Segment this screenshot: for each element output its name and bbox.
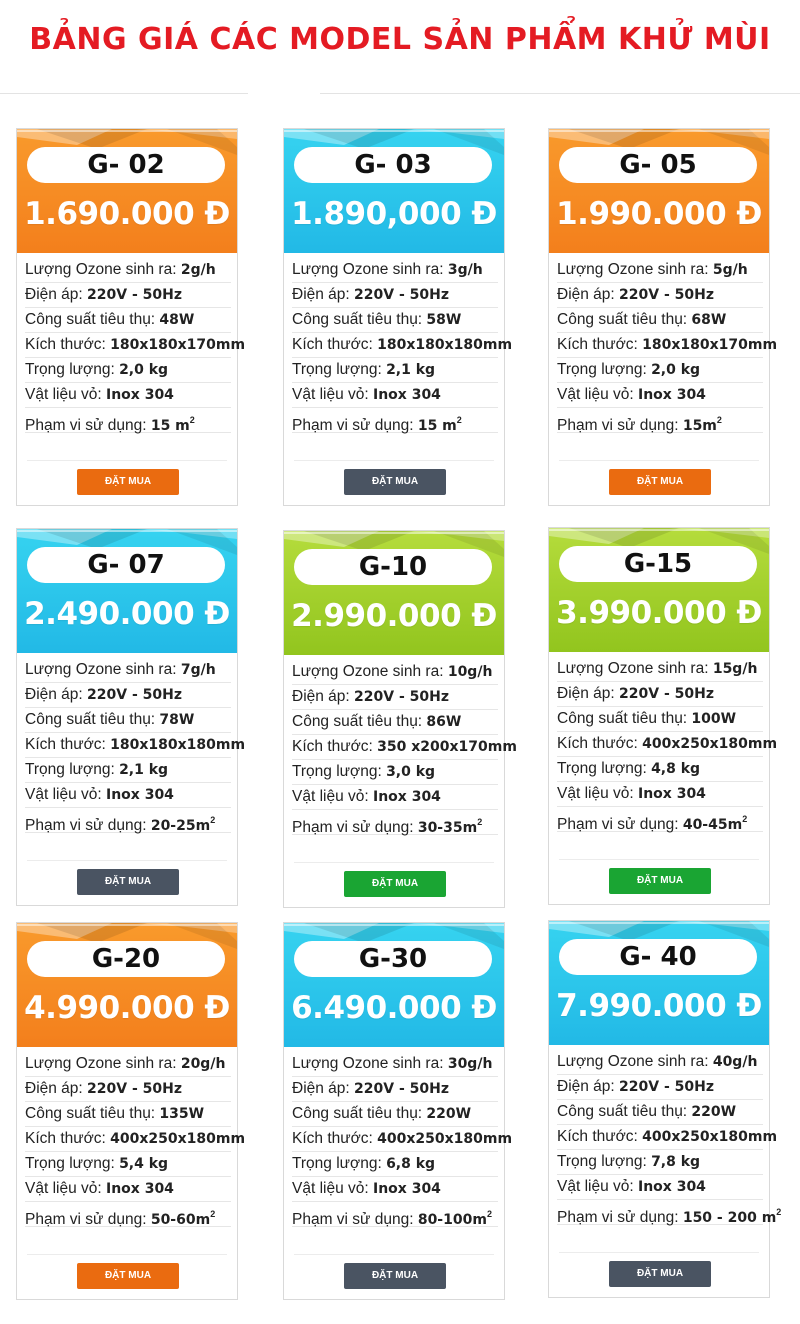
spec-range [292, 408, 498, 433]
price: 7.990.000 Đ [556, 988, 762, 1024]
spec-label: Trọng lượng: [557, 361, 652, 378]
spec-label: Công suất tiêu thụ: [557, 1103, 692, 1120]
spec-voltage [292, 1077, 498, 1102]
spec-value: 220V - 50Hz [354, 287, 450, 303]
spec-value: 86W [426, 714, 462, 730]
spec-label: Kích thước: [557, 336, 643, 353]
spec-value: 10g/h [447, 664, 493, 680]
spec-label: Phạm vi sử dụng: [25, 1211, 151, 1228]
spec-power [25, 708, 231, 733]
spec-label: Trọng lượng: [25, 761, 120, 778]
spec-value: 400x250x180mm [642, 736, 778, 752]
spec-range [25, 808, 231, 833]
divider-right [320, 93, 800, 94]
area-unit-superscript: 2 [210, 1209, 216, 1219]
spec-value: 7,8 kg [651, 1154, 701, 1170]
spec-voltage [557, 1075, 763, 1100]
page-title: BẢNG GIÁ CÁC MODEL SẢN PHẨM KHỬ MÙI [29, 22, 771, 57]
spec-size [25, 1127, 246, 1152]
spec-material [25, 783, 231, 808]
spec-label: Công suất tiêu thụ: [292, 1105, 427, 1122]
spec-voltage [25, 1077, 231, 1102]
spec-ozone [292, 258, 498, 283]
spec-value: 3g/h [447, 262, 483, 278]
spec-range [557, 1200, 782, 1226]
product-card [283, 530, 517, 908]
spec-value: 40-45m [682, 817, 743, 833]
spec-label: Phạm vi sử dụng: [292, 1211, 418, 1228]
spec-value: 3,0 kg [386, 764, 436, 780]
spec-value: 15 m [417, 418, 457, 434]
spec-label: Trọng lượng: [292, 1155, 387, 1172]
spec-material [557, 1175, 763, 1200]
spec-material [557, 383, 763, 408]
spec-label: Vật liệu vỏ: [557, 1178, 638, 1195]
spec-label: Kích thước: [292, 738, 378, 755]
spec-ozone [25, 1052, 231, 1077]
spec-divider [27, 860, 227, 861]
product-card [283, 922, 513, 1300]
spec-label: Công suất tiêu thụ: [557, 710, 692, 727]
spec-label: Trọng lượng: [557, 760, 652, 777]
price: 1.990.000 Đ [556, 196, 762, 232]
product-card [16, 528, 246, 906]
spec-value: 4,8 kg [651, 761, 701, 777]
spec-value: Inox 304 [106, 387, 174, 403]
product-card [16, 922, 246, 1300]
spec-weight [557, 358, 763, 383]
spec-value: 5g/h [712, 262, 748, 278]
spec-voltage [557, 682, 763, 707]
spec-label: Trọng lượng: [292, 361, 387, 378]
area-unit-superscript: 2 [477, 817, 483, 827]
product-card [548, 920, 782, 1298]
spec-label: Lượng Ozone sinh ra: [557, 660, 713, 677]
spec-weight [557, 1150, 763, 1175]
spec-label: Vật liệu vỏ: [557, 386, 638, 403]
spec-divider [294, 862, 494, 863]
spec-material [25, 1177, 231, 1202]
spec-divider [294, 1254, 494, 1255]
product-card [283, 128, 513, 506]
price: 6.490.000 Đ [291, 990, 497, 1026]
spec-voltage [25, 283, 231, 308]
card-header [549, 129, 769, 253]
spec-value: 180x180x170mm [110, 337, 246, 353]
spec-value: Inox 304 [373, 789, 441, 805]
spec-label: Lượng Ozone sinh ra: [292, 1055, 448, 1072]
model-name: G- 40 [559, 939, 757, 975]
spec-value: 7g/h [180, 662, 216, 678]
spec-value: 400x250x180mm [377, 1131, 513, 1147]
spec-voltage [292, 685, 498, 710]
spec-label: Kích thước: [557, 735, 643, 752]
spec-range [292, 810, 498, 835]
spec-label: Điện áp: [557, 286, 620, 303]
price: 3.990.000 Đ [556, 595, 762, 631]
model-name: G- 05 [559, 147, 757, 183]
divider-left [0, 93, 248, 94]
spec-value: 2,1 kg [386, 362, 436, 378]
spec-voltage [292, 283, 498, 308]
spec-value: 6,8 kg [386, 1156, 436, 1172]
spec-list [292, 258, 513, 434]
card-header [17, 529, 237, 653]
card-header [284, 923, 504, 1047]
spec-label: Vật liệu vỏ: [292, 386, 373, 403]
buy-button[interactable]: ĐẶT MUA [344, 871, 446, 897]
spec-label: Vật liệu vỏ: [292, 1180, 373, 1197]
spec-value: 220V - 50Hz [87, 687, 183, 703]
spec-label: Điện áp: [25, 286, 88, 303]
spec-value: 220W [691, 1104, 737, 1120]
spec-label: Phạm vi sử dụng: [292, 417, 418, 434]
spec-value: 58W [426, 312, 462, 328]
card-header [284, 531, 504, 655]
spec-list [292, 1052, 513, 1228]
spec-value: 220V - 50Hz [619, 1079, 715, 1095]
spec-range [292, 1202, 498, 1227]
product-card [548, 128, 778, 506]
spec-label: Điện áp: [292, 688, 355, 705]
area-unit-superscript: 2 [189, 415, 195, 425]
spec-label: Công suất tiêu thụ: [25, 311, 160, 328]
price: 4.990.000 Đ [24, 990, 230, 1026]
spec-label: Công suất tiêu thụ: [25, 1105, 160, 1122]
spec-size [25, 333, 246, 358]
spec-label: Điện áp: [292, 1080, 355, 1097]
spec-list [292, 660, 517, 836]
spec-label: Công suất tiêu thụ: [557, 311, 692, 328]
spec-divider [559, 859, 759, 860]
price: 2.990.000 Đ [291, 598, 497, 634]
spec-label: Phạm vi sử dụng: [557, 816, 683, 833]
spec-weight [25, 1152, 231, 1177]
spec-value: 400x250x180mm [642, 1129, 778, 1145]
spec-label: Phạm vi sử dụng: [557, 417, 683, 434]
buy-button[interactable]: ĐẶT MUA [609, 469, 711, 495]
spec-label: Điện áp: [25, 686, 88, 703]
spec-value: 400x250x180mm [110, 1131, 246, 1147]
spec-value: 20-25m [150, 818, 211, 834]
spec-label: Công suất tiêu thụ: [292, 713, 427, 730]
model-name: G- 03 [294, 147, 492, 183]
spec-value: 350 x200x170mm [377, 739, 517, 755]
spec-size [25, 733, 246, 758]
buy-button[interactable]: ĐẶT MUA [77, 869, 179, 895]
spec-power [292, 1102, 498, 1127]
spec-label: Lượng Ozone sinh ra: [557, 261, 713, 278]
spec-label: Vật liệu vỏ: [25, 786, 106, 803]
spec-divider [27, 1254, 227, 1255]
area-unit-superscript: 2 [716, 415, 722, 425]
spec-divider [559, 460, 759, 461]
spec-label: Lượng Ozone sinh ra: [25, 661, 181, 678]
spec-value: 220V - 50Hz [354, 1081, 450, 1097]
spec-label: Kích thước: [25, 1130, 111, 1147]
spec-range [557, 807, 763, 832]
spec-ozone [292, 1052, 498, 1077]
model-name: G-15 [559, 546, 757, 582]
spec-size [292, 735, 517, 760]
spec-value: 30g/h [447, 1056, 493, 1072]
spec-material [292, 1177, 498, 1202]
spec-value: Inox 304 [373, 387, 441, 403]
model-name: G- 02 [27, 147, 225, 183]
spec-value: 220V - 50Hz [619, 287, 715, 303]
product-card [548, 527, 778, 905]
spec-value: 2g/h [180, 262, 216, 278]
spec-label: Kích thước: [292, 1130, 378, 1147]
area-unit-superscript: 2 [486, 1209, 492, 1219]
spec-power [557, 1100, 763, 1125]
spec-label: Trọng lượng: [292, 763, 387, 780]
spec-list [557, 657, 778, 833]
spec-value: Inox 304 [106, 787, 174, 803]
spec-size [557, 732, 778, 757]
spec-power [25, 1102, 231, 1127]
spec-label: Phạm vi sử dụng: [292, 819, 418, 836]
buy-button[interactable]: ĐẶT MUA [344, 469, 446, 495]
spec-value: 220V - 50Hz [354, 689, 450, 705]
spec-ozone [292, 660, 498, 685]
spec-value: 220W [426, 1106, 472, 1122]
spec-value: 30-35m [417, 820, 478, 836]
spec-label: Điện áp: [557, 1078, 620, 1095]
spec-value: 220V - 50Hz [87, 287, 183, 303]
card-header [549, 921, 769, 1045]
spec-divider [559, 1252, 759, 1253]
spec-value: 15m [682, 418, 717, 434]
spec-weight [292, 760, 498, 785]
card-header [17, 923, 237, 1047]
spec-material [292, 785, 498, 810]
spec-label: Vật liệu vỏ: [557, 785, 638, 802]
spec-material [557, 782, 763, 807]
spec-label: Trọng lượng: [557, 1153, 652, 1170]
spec-value: Inox 304 [638, 387, 706, 403]
spec-value: 180x180x180mm [377, 337, 513, 353]
card-header [549, 528, 769, 652]
spec-power [557, 707, 763, 732]
buy-button[interactable]: ĐẶT MUA [77, 1263, 179, 1289]
spec-power [25, 308, 231, 333]
spec-label: Kích thước: [557, 1128, 643, 1145]
buy-button[interactable]: ĐẶT MUA [609, 868, 711, 894]
spec-divider [294, 460, 494, 461]
spec-value: 5,4 kg [119, 1156, 169, 1172]
price: 2.490.000 Đ [24, 596, 230, 632]
spec-size [557, 1125, 778, 1150]
spec-ozone [557, 657, 763, 682]
spec-list [557, 258, 778, 434]
spec-value: 100W [691, 711, 737, 727]
spec-value: Inox 304 [638, 1179, 706, 1195]
spec-value: 15g/h [712, 661, 758, 677]
spec-material [292, 383, 498, 408]
spec-label: Công suất tiêu thụ: [292, 311, 427, 328]
spec-label: Trọng lượng: [25, 361, 120, 378]
spec-label: Phạm vi sử dụng: [557, 1209, 683, 1226]
spec-power [557, 308, 763, 333]
model-name: G-20 [27, 941, 225, 977]
spec-size [557, 333, 778, 358]
spec-list [25, 658, 246, 834]
spec-value: 40g/h [712, 1054, 758, 1070]
spec-value: 135W [159, 1106, 205, 1122]
spec-label: Kích thước: [292, 336, 378, 353]
spec-value: 220V - 50Hz [619, 686, 715, 702]
spec-power [292, 308, 498, 333]
buy-button[interactable]: ĐẶT MUA [609, 1261, 711, 1287]
spec-voltage [557, 283, 763, 308]
spec-label: Lượng Ozone sinh ra: [25, 261, 181, 278]
spec-value: 80-100m [417, 1212, 487, 1228]
spec-ozone [557, 258, 763, 283]
model-name: G-10 [294, 549, 492, 585]
spec-weight [25, 358, 231, 383]
spec-label: Điện áp: [25, 1080, 88, 1097]
area-unit-superscript: 2 [776, 1207, 782, 1217]
spec-range [557, 408, 763, 433]
spec-label: Vật liệu vỏ: [25, 386, 106, 403]
model-name: G- 07 [27, 547, 225, 583]
spec-label: Lượng Ozone sinh ra: [292, 663, 448, 680]
spec-value: Inox 304 [106, 1181, 174, 1197]
spec-list [25, 258, 246, 434]
buy-button[interactable]: ĐẶT MUA [344, 1263, 446, 1289]
spec-value: 68W [691, 312, 727, 328]
spec-weight [25, 758, 231, 783]
spec-label: Phạm vi sử dụng: [25, 417, 151, 434]
model-name: G-30 [294, 941, 492, 977]
area-unit-superscript: 2 [210, 815, 216, 825]
spec-value: Inox 304 [638, 786, 706, 802]
spec-value: 2,0 kg [119, 362, 169, 378]
spec-size [292, 333, 513, 358]
spec-ozone [25, 258, 231, 283]
spec-divider [27, 460, 227, 461]
spec-label: Vật liệu vỏ: [292, 788, 373, 805]
spec-value: 20g/h [180, 1056, 226, 1072]
spec-value: Inox 304 [373, 1181, 441, 1197]
spec-value: 2,0 kg [651, 362, 701, 378]
spec-label: Kích thước: [25, 736, 111, 753]
spec-label: Lượng Ozone sinh ra: [557, 1053, 713, 1070]
product-card [16, 128, 246, 506]
spec-value: 220V - 50Hz [87, 1081, 183, 1097]
spec-ozone [557, 1050, 763, 1075]
area-unit-superscript: 2 [742, 814, 748, 824]
spec-label: Vật liệu vỏ: [25, 1180, 106, 1197]
buy-button[interactable]: ĐẶT MUA [77, 469, 179, 495]
spec-label: Lượng Ozone sinh ra: [25, 1055, 181, 1072]
spec-power [292, 710, 498, 735]
spec-value: 48W [159, 312, 195, 328]
spec-label: Điện áp: [292, 286, 355, 303]
spec-ozone [25, 658, 231, 683]
spec-label: Phạm vi sử dụng: [25, 817, 151, 834]
spec-value: 150 - 200 m [682, 1210, 777, 1226]
spec-label: Trọng lượng: [25, 1155, 120, 1172]
spec-value: 50-60m [150, 1212, 211, 1228]
spec-size [292, 1127, 513, 1152]
spec-value: 2,1 kg [119, 762, 169, 778]
price: 1.690.000 Đ [24, 196, 230, 232]
spec-voltage [25, 683, 231, 708]
area-unit-superscript: 2 [456, 415, 462, 425]
spec-material [25, 383, 231, 408]
spec-weight [557, 757, 763, 782]
spec-value: 15 m [150, 418, 190, 434]
spec-label: Điện áp: [557, 685, 620, 702]
spec-range [25, 1202, 231, 1227]
card-header [284, 129, 504, 253]
spec-label: Công suất tiêu thụ: [25, 711, 160, 728]
spec-list [557, 1050, 782, 1226]
spec-value: 180x180x180mm [110, 737, 246, 753]
spec-label: Kích thước: [25, 336, 111, 353]
spec-value: 180x180x170mm [642, 337, 778, 353]
spec-value: 78W [159, 712, 195, 728]
spec-weight [292, 358, 498, 383]
price: 1.890,000 Đ [291, 196, 497, 232]
spec-weight [292, 1152, 498, 1177]
spec-label: Lượng Ozone sinh ra: [292, 261, 448, 278]
spec-list [25, 1052, 246, 1228]
card-header [17, 129, 237, 253]
spec-range [25, 408, 231, 433]
